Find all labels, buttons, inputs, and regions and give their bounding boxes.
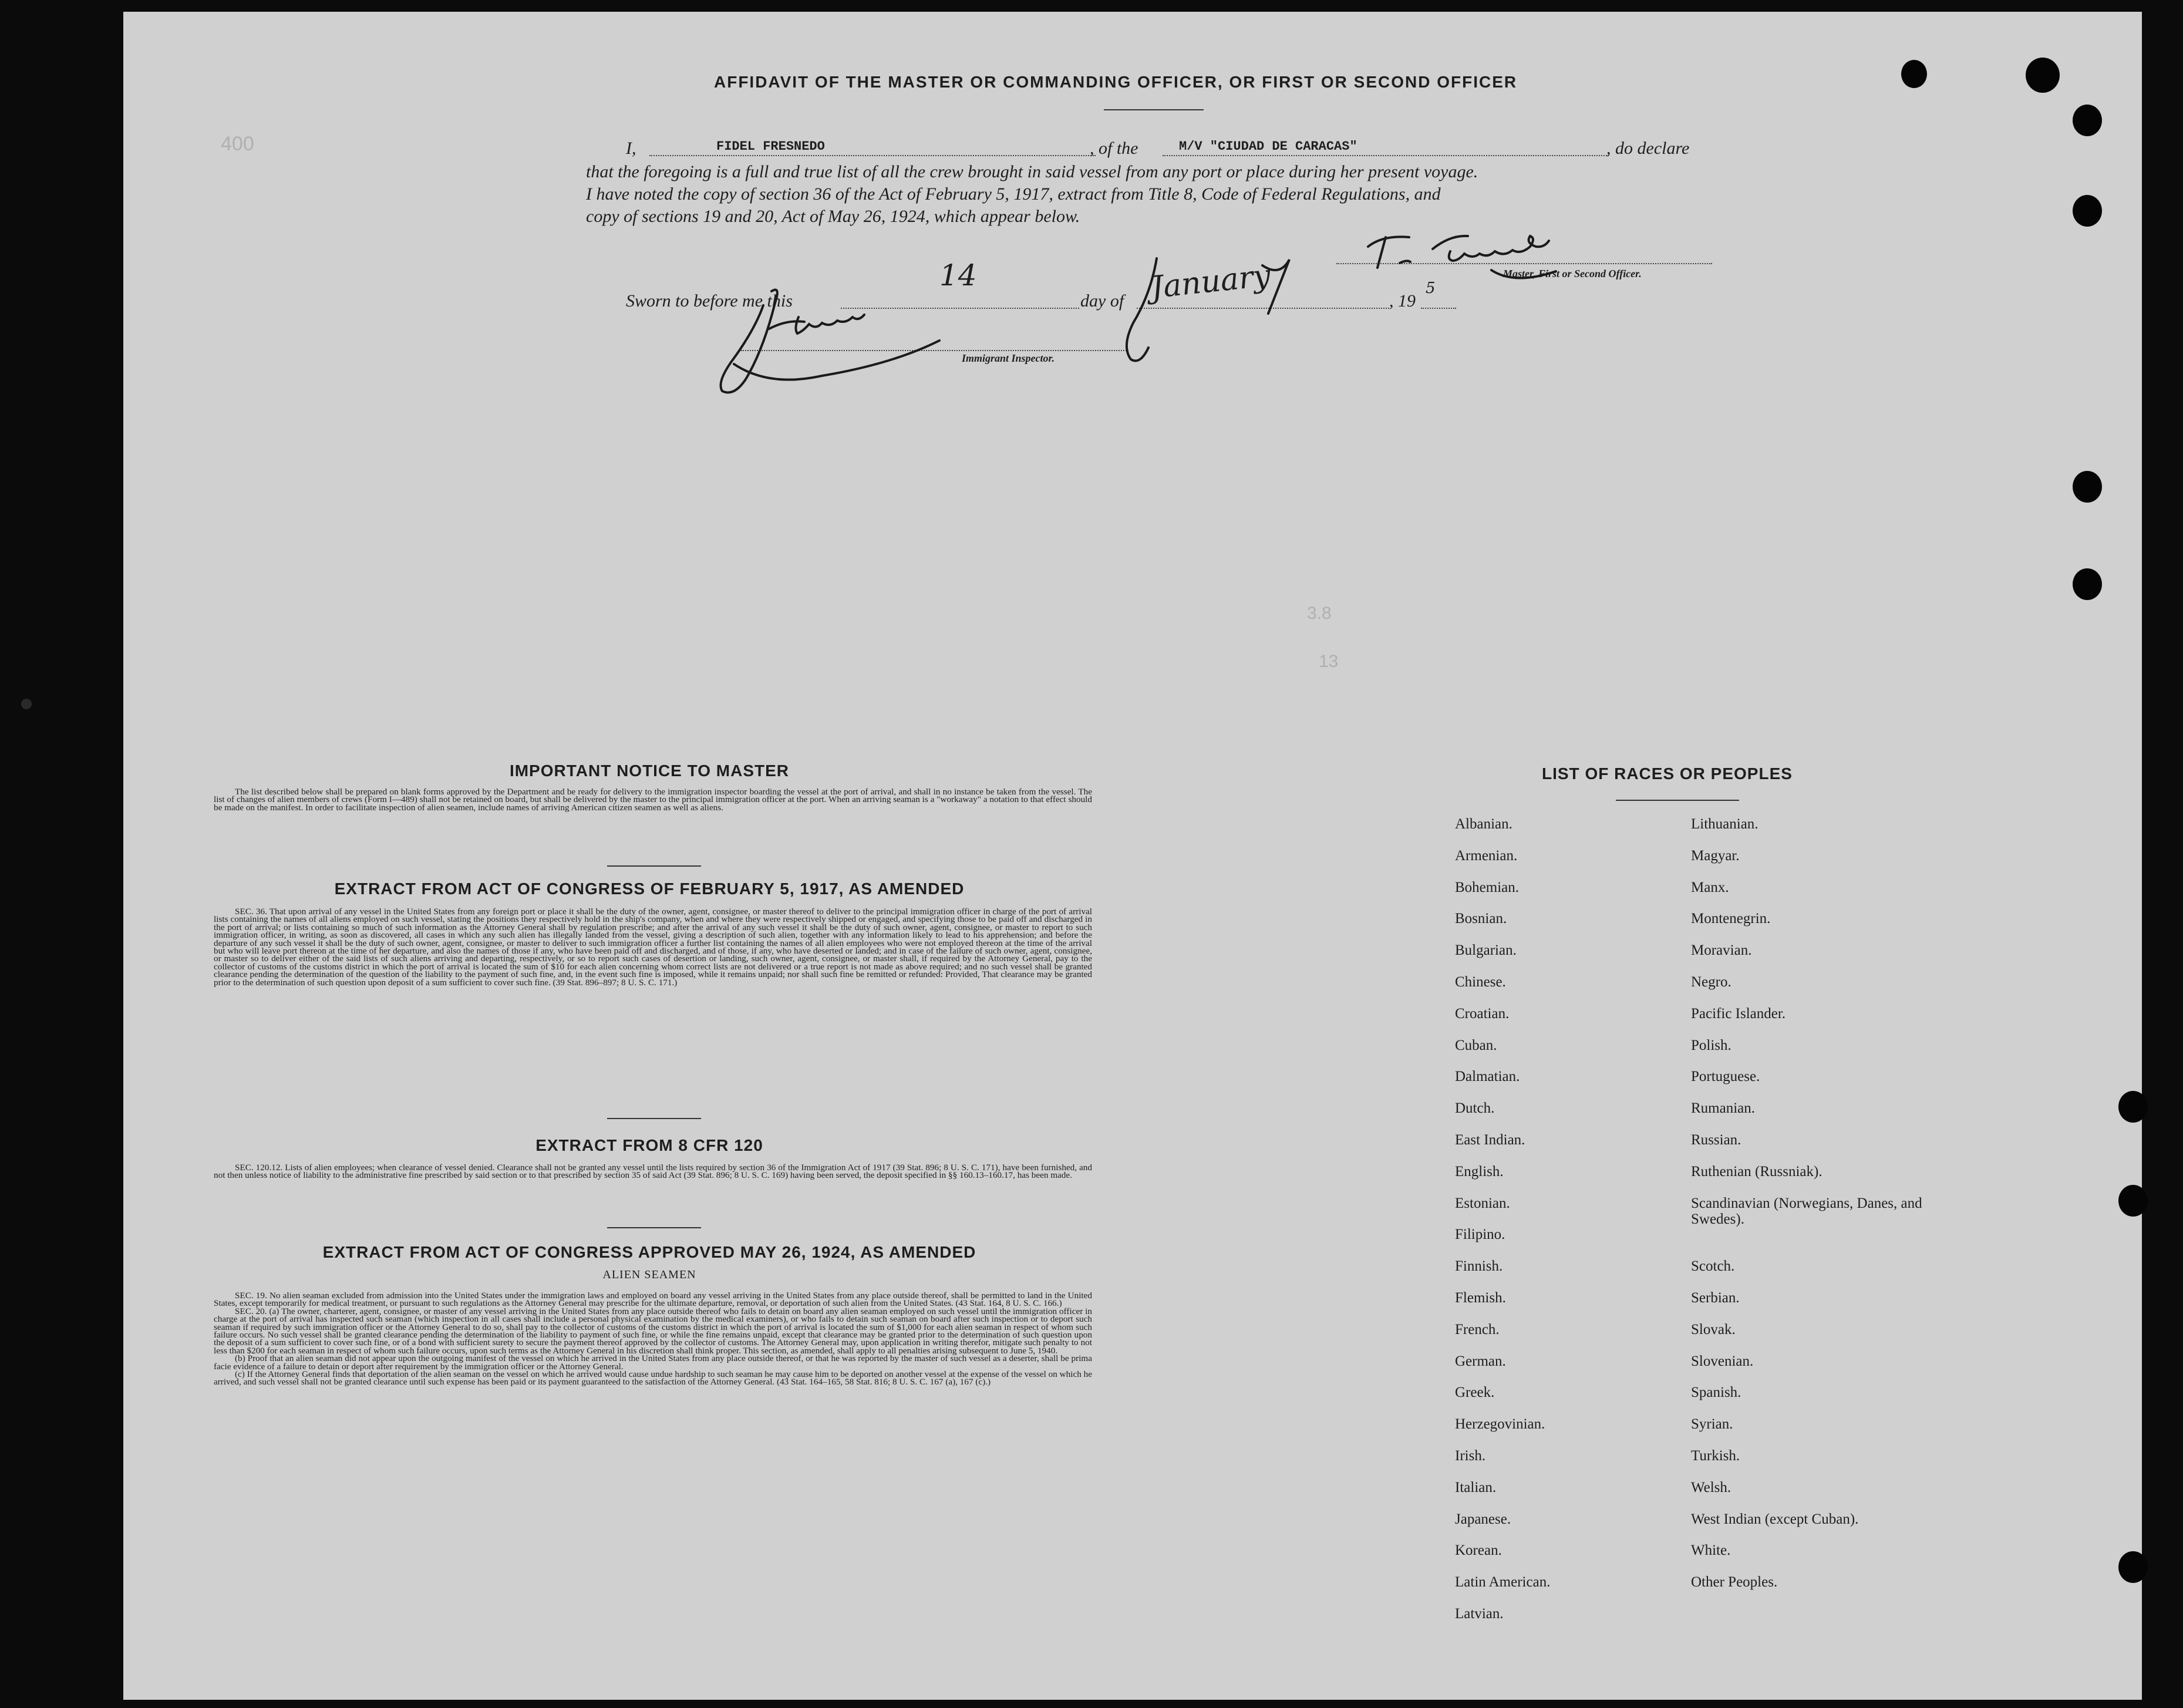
race-item: Latin American. xyxy=(1455,1574,1551,1591)
race-item: Filipino. xyxy=(1455,1227,1505,1243)
sec-20b-paragraph: (b) Proof that an alien seaman did not appear upon the outgoing manifest of the vessel on which he arrived in the United States from any place outside thereof, or that he was reported by the master of such vessel as a deserter, shall be prima facie evidence of a failure to detain or deport after requirement by the immigration officer or the Attorney General. xyxy=(214,1353,1092,1372)
race-item: Slovak. xyxy=(1691,1321,1736,1338)
race-item: Irish. xyxy=(1455,1447,1486,1464)
extract-cfr-body xyxy=(214,1164,1092,1180)
race-item: Estonian. xyxy=(1455,1195,1510,1211)
divider xyxy=(1616,800,1739,801)
race-item: Welsh. xyxy=(1691,1479,1731,1495)
race-item: Spanish. xyxy=(1691,1384,1741,1401)
race-item: French. xyxy=(1455,1321,1500,1338)
sworn-label: Sworn to before me this xyxy=(626,291,793,311)
race-item: Syrian. xyxy=(1691,1416,1733,1433)
race-item: Slovenian. xyxy=(1691,1353,1754,1369)
notice-body xyxy=(214,788,1092,811)
extract-cfr-title: EXTRACT FROM 8 CFR 120 xyxy=(535,1136,763,1154)
race-item: Manx. xyxy=(1691,879,1729,895)
race-item xyxy=(1691,1227,1943,1258)
race-item: German. xyxy=(1455,1353,1506,1369)
race-item: Turkish. xyxy=(1691,1447,1740,1464)
race-item: Cuban. xyxy=(1455,1037,1497,1053)
of-the-label: , of the xyxy=(1090,139,1138,158)
month-value: January xyxy=(1149,258,1272,306)
ghost-mark: 13 xyxy=(1319,652,1339,671)
officer-caption: Master, First or Second Officer. xyxy=(1503,268,1642,279)
binder-hole xyxy=(2073,471,2102,503)
race-item: Pacific Islander. xyxy=(1691,1005,1786,1022)
race-item: Portuguese. xyxy=(1691,1069,1760,1085)
race-item: Dalmatian. xyxy=(1455,1069,1520,1085)
race-item: Croatian. xyxy=(1455,1005,1510,1022)
sec-20a-paragraph: SEC. 20. (a) The owner, charterer, agent, consignee, or master of any vessel arriving in the United States from any place outside thereof who fails to detain on board any alien seaman employed on such vessel until the immigration officer in charge at the port of arrival has inspected such seaman (which inspection in all cases shall include a personal physical examination by the medical examiners), or who fails to detain such seaman on board after such inspection or to deport such seaman if required by such immigration officer or the Attorney General to do so, shall pay to the collector of customs of the customs district in which the port of arrival is located the sum of $1,000 for each alien seaman in respect of whom such failure occurs. No such vessel shall be granted clearance pending the determination of the liability to payment of such fine, or while the fine remains unpaid, except that clearance may be granted prior to the determination of such question upon the deposit of a sum sufficient to cover such fine, or of a bond with sufficient surety to secure the payment thereof approved by the collector of customs. The Attorney General may, upon application in writing therefor, mitigate such penalty to not less than $200 for each seaman in respect of whom such failure occurs, upon such terms as the Attorney General in his discretion shall think proper. This section, as amended, shall apply to all penalties arising subsequent to June 5, 1940. xyxy=(214,1306,1092,1356)
inspector-caption: Immigrant Inspector. xyxy=(962,352,1055,364)
race-item: Chinese. xyxy=(1455,973,1506,990)
ghost-mark: 3.8 xyxy=(1307,604,1332,623)
race-item: Armenian. xyxy=(1455,847,1518,864)
race-item: Dutch. xyxy=(1455,1100,1495,1117)
race-item: Polish. xyxy=(1691,1037,1731,1053)
race-item: Negro. xyxy=(1691,973,1731,990)
vessel-name: M/V "CIUDAD DE CARACAS" xyxy=(1179,139,1357,154)
divider xyxy=(607,1227,701,1228)
sec-36-paragraph: SEC. 36. That upon arrival of any vessel in the United States from any foreign port or place it shall be the duty of the owner, agent, consignee, or master thereof to deliver to the principal immigration officer in charge of the port of arrival lists containing the names of all aliens employed on such vessel, stating the positions they respectively hold in the ship's company, when and where they were respectively shipped or engaged, and specifying those to be paid off and discharged in the port of arrival; or lists containing so much of such information as the Attorney General shall by regulation prescribe; and after the arrival of any such vessel it shall be the duty of such owner, agent, consignee, or master to report to such immigration officer, in writing, as soon as discovered, all cases in which any such alien has illegally landed from the vessel, giving a description of such alien, together with any information likely to lead to his apprehension; and before the departure of any such vessel it shall be the duty of such owner, agent, consignee, or master to deliver to such immigration officer a further list containing the names of all alien employees who were not employed thereon at the time of the arrival but who will leave port thereon at the time of her departure, and also the names of those if any, who have been paid off and discharged, and of those, if any, who have deserted or landed; and in case of the failure of such owner, agent, consignee, or master so to deliver either of the said lists of such aliens arriving and departing, respectively, or so to report such cases of desertion or landing, such owner, agent, consignee, or master shall, if required by the Attorney General, pay to the collector of customs of the customs district in which the port of arrival is located the sum of $10 for each alien concerning whom correct lists are not delivered or a true report is not made as above required; and no such vessel shall be granted clearance pending the determination of the question of the liability to the payment of such fine, and, in the event such fine is imposed, while it remains unpaid; nor shall such fine be remitted or refunded: Provided, That clearance may be granted prior to the determination of such question upon deposit of a sum sufficient to cover such fine. (39 Stat. 896–897; 8 U. S. C. 171.) xyxy=(214,907,1092,988)
race-item: Lithuanian. xyxy=(1691,816,1758,832)
extract-1917-title: EXTRACT FROM ACT OF CONGRESS OF FEBRUARY 5, 1917, AS AMENDED xyxy=(334,880,965,898)
race-item: White. xyxy=(1691,1542,1731,1559)
binder-hole xyxy=(2073,568,2102,600)
race-item: Albanian. xyxy=(1455,816,1512,832)
race-item: Magyar. xyxy=(1691,847,1740,864)
day-value: 14 xyxy=(939,258,977,292)
binder-hole xyxy=(2118,1185,2148,1217)
speck-mark xyxy=(21,699,32,709)
race-item: Bohemian. xyxy=(1455,879,1520,895)
sec-120-12-paragraph: SEC. 120.12. Lists of alien employees; when clearance of vessel denied. Clearance shall not be granted any vessel until the lists required by section 36 of the Immigration Act of 1917 (39 Stat. 896; 8 U. S. C. 171), have been furnished, and not then unless notice of liability to the administrative fine prescribed by said section or to that prescribed by section 35 of said Act (39 Stat. 896; 8 U. S. C. 169) having been served, the deposit specified in §§ 160.13–160.17, has been made. xyxy=(214,1163,1092,1181)
extract-1924-body xyxy=(214,1292,1092,1386)
ghost-page-number: 400 xyxy=(221,133,254,155)
binder-hole xyxy=(2118,1551,2148,1583)
extract-1917-body xyxy=(214,908,1092,986)
race-item: Bulgarian. xyxy=(1455,942,1517,959)
race-item: Rumanian. xyxy=(1691,1100,1756,1117)
race-item: Korean. xyxy=(1455,1542,1502,1559)
affidavit-i-label: I, xyxy=(626,139,636,158)
race-item: Greek. xyxy=(1455,1384,1495,1401)
master-name: FIDEL FRESNEDO xyxy=(716,139,825,154)
races-right-column xyxy=(1691,816,1943,1606)
race-item: Montenegrin. xyxy=(1691,911,1771,927)
sec-20c-paragraph: (c) If the Attorney General finds that deportation of the alien seaman on the vessel on which he arrived would cause undue hardship to such seaman he may cause him to be deported on another vessel at the expense of the vessel on which he arrived, and such vessel shall not be granted clearance until such expense has been paid or its payment guaranteed to the satisfaction of the Attorney General. (43 Stat. 164–165, 58 Stat. 816; 8 U. S. C. 167 (a), 167 (c).) xyxy=(214,1369,1092,1387)
sec-19-paragraph: SEC. 19. No alien seaman excluded from admission into the United States under the immigration laws and employed on board any vessel arriving in the United States from any place outside thereof, shall be permitted to land in the United States, except temporarily for medical treatment, or pursuant to such regulations as the Attorney General may prescribe for the ultimate departure, removal, or deportation of such alien from the United States. (43 Stat. 164, 8 U. S. C. 166.) xyxy=(214,1291,1092,1309)
year-value: 5 xyxy=(1426,279,1436,297)
do-declare-label: , do declare xyxy=(1606,139,1690,158)
divider xyxy=(607,1118,701,1119)
race-item: English. xyxy=(1455,1163,1504,1180)
divider xyxy=(607,865,701,867)
notice-paragraph: The list described below shall be prepared on blank forms approved by the Department and be ready for delivery to the immigration inspector boarding the vessel at the port of arrival, and shall in no instance be taken from the vessel. The list of changes of alien members of crews (Form I—489) shall not be retained on board, but shall be delivered by the master to the principal immigration officer at the port. When an arriving seaman is a "workaway" a notation to that effect should be made on the manifest. In order to facilitate inspection of alien seamen, include names of arriving American citizen seamen as well as aliens. xyxy=(214,787,1092,813)
race-item: Latvian. xyxy=(1455,1605,1504,1622)
race-item: Moravian. xyxy=(1691,942,1752,959)
race-item: East Indian. xyxy=(1455,1131,1525,1148)
affidavit-line-4: copy of sections 19 and 20, Act of May 26, 1924, which appear below. xyxy=(586,207,1080,226)
binder-hole xyxy=(2118,1091,2148,1123)
race-item: Serbian. xyxy=(1691,1289,1740,1306)
race-item: Ruthenian (Russniak). xyxy=(1691,1163,1822,1180)
race-item: Other Peoples. xyxy=(1691,1574,1778,1591)
race-item: Finnish. xyxy=(1455,1258,1503,1275)
extract-1924-title: EXTRACT FROM ACT OF CONGRESS APPROVED MAY 26, 1924, AS AMENDED xyxy=(322,1243,976,1261)
race-item: Flemish. xyxy=(1455,1289,1506,1306)
handwritten-signatures xyxy=(0,0,2183,411)
race-item: Italian. xyxy=(1455,1479,1497,1495)
race-item: Bosnian. xyxy=(1455,911,1507,927)
race-item: Japanese. xyxy=(1455,1511,1511,1527)
races-left-column xyxy=(1455,816,1550,1638)
race-item: Russian. xyxy=(1691,1131,1741,1148)
race-item: Herzegovinian. xyxy=(1455,1416,1545,1433)
race-item: Scandinavian (Norwegians, Danes, and Swedes). xyxy=(1691,1195,1922,1227)
affidavit-line-2: that the foregoing is a full and true list of all the crew brought in said vessel from any port or place during her present voyage. xyxy=(586,162,1478,181)
day-of-label: day of xyxy=(1080,291,1124,311)
races-title: LIST OF RACES OR PEOPLES xyxy=(1542,764,1793,783)
race-item: West Indian (except Cuban). xyxy=(1691,1511,1859,1527)
affidavit-line-3: I have noted the copy of section 36 of the Act of February 5, 1917, extract from Title 8, Code of Federal Regulations, and xyxy=(586,184,1441,204)
race-item: Scotch. xyxy=(1691,1258,1735,1275)
alien-seamen-subtitle: ALIEN SEAMEN xyxy=(602,1268,696,1281)
notice-title: IMPORTANT NOTICE TO MASTER xyxy=(509,762,790,780)
year-prefix: , 19 xyxy=(1389,291,1416,311)
affidavit-title: AFFIDAVIT OF THE MASTER OR COMMANDING OFFICER, OR FIRST OR SECOND OFFICER xyxy=(714,73,1518,91)
